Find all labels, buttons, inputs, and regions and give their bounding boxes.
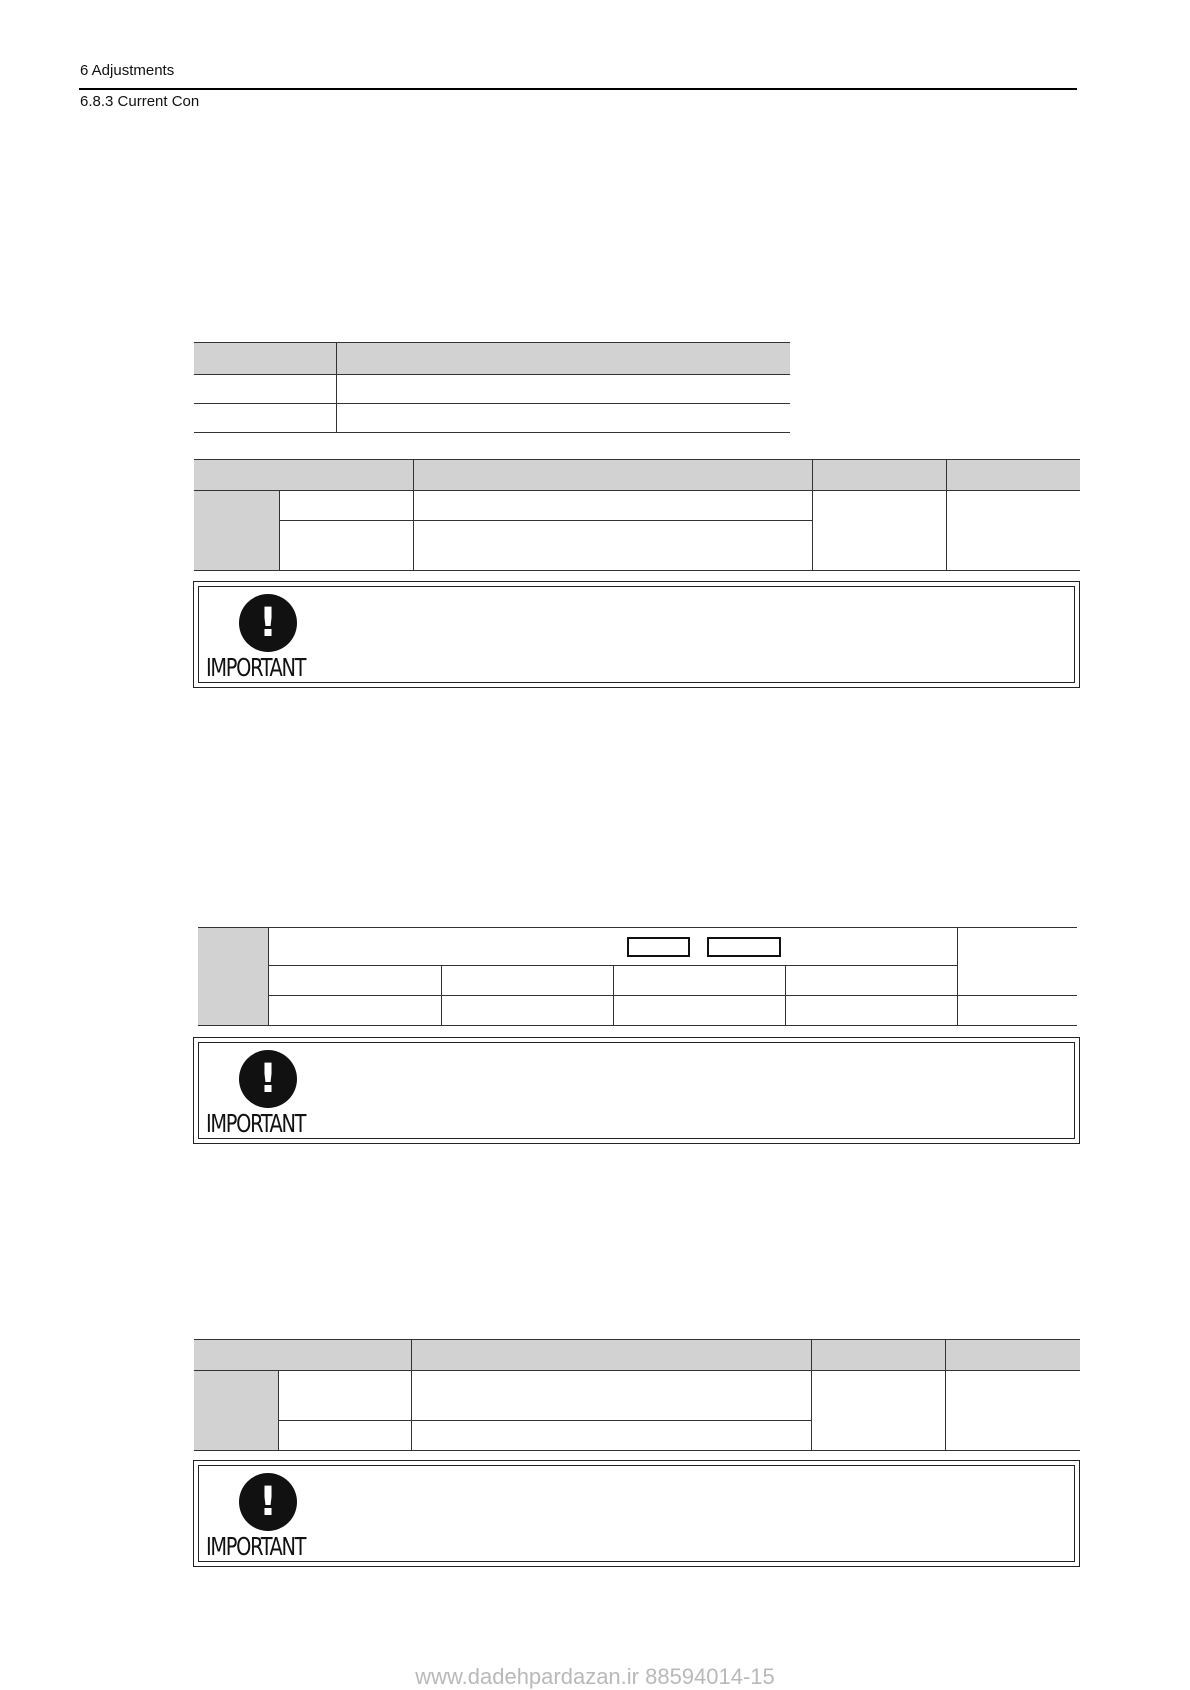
important-notice	[193, 581, 1080, 688]
important-notice	[193, 1037, 1080, 1144]
table-2-param-cell	[194, 490, 279, 570]
table-3-param-cell	[198, 927, 268, 1025]
section-heading: 6.8.3 Current Con	[80, 93, 200, 110]
table-4-header	[194, 1339, 1080, 1370]
important-notice	[193, 1460, 1080, 1567]
exclamation-circle-icon: !	[239, 1050, 297, 1108]
important-label: IMPORTANT	[206, 653, 306, 682]
exclamation-circle-icon: !	[239, 594, 297, 652]
important-label: IMPORTANT	[206, 1109, 306, 1138]
important-label: IMPORTANT	[206, 1532, 306, 1561]
mode-box	[707, 937, 781, 957]
exclamation-circle-icon: !	[239, 1473, 297, 1531]
table-2-header	[194, 459, 1080, 490]
table-4-param-cell	[194, 1370, 278, 1450]
mode-box	[627, 937, 690, 957]
table-1-header	[194, 342, 790, 374]
header-rule	[79, 88, 1077, 90]
chapter-heading: 6 Adjustments	[80, 62, 175, 79]
watermark: www.dadehpardazan.ir 88594014-15	[415, 1664, 775, 1689]
